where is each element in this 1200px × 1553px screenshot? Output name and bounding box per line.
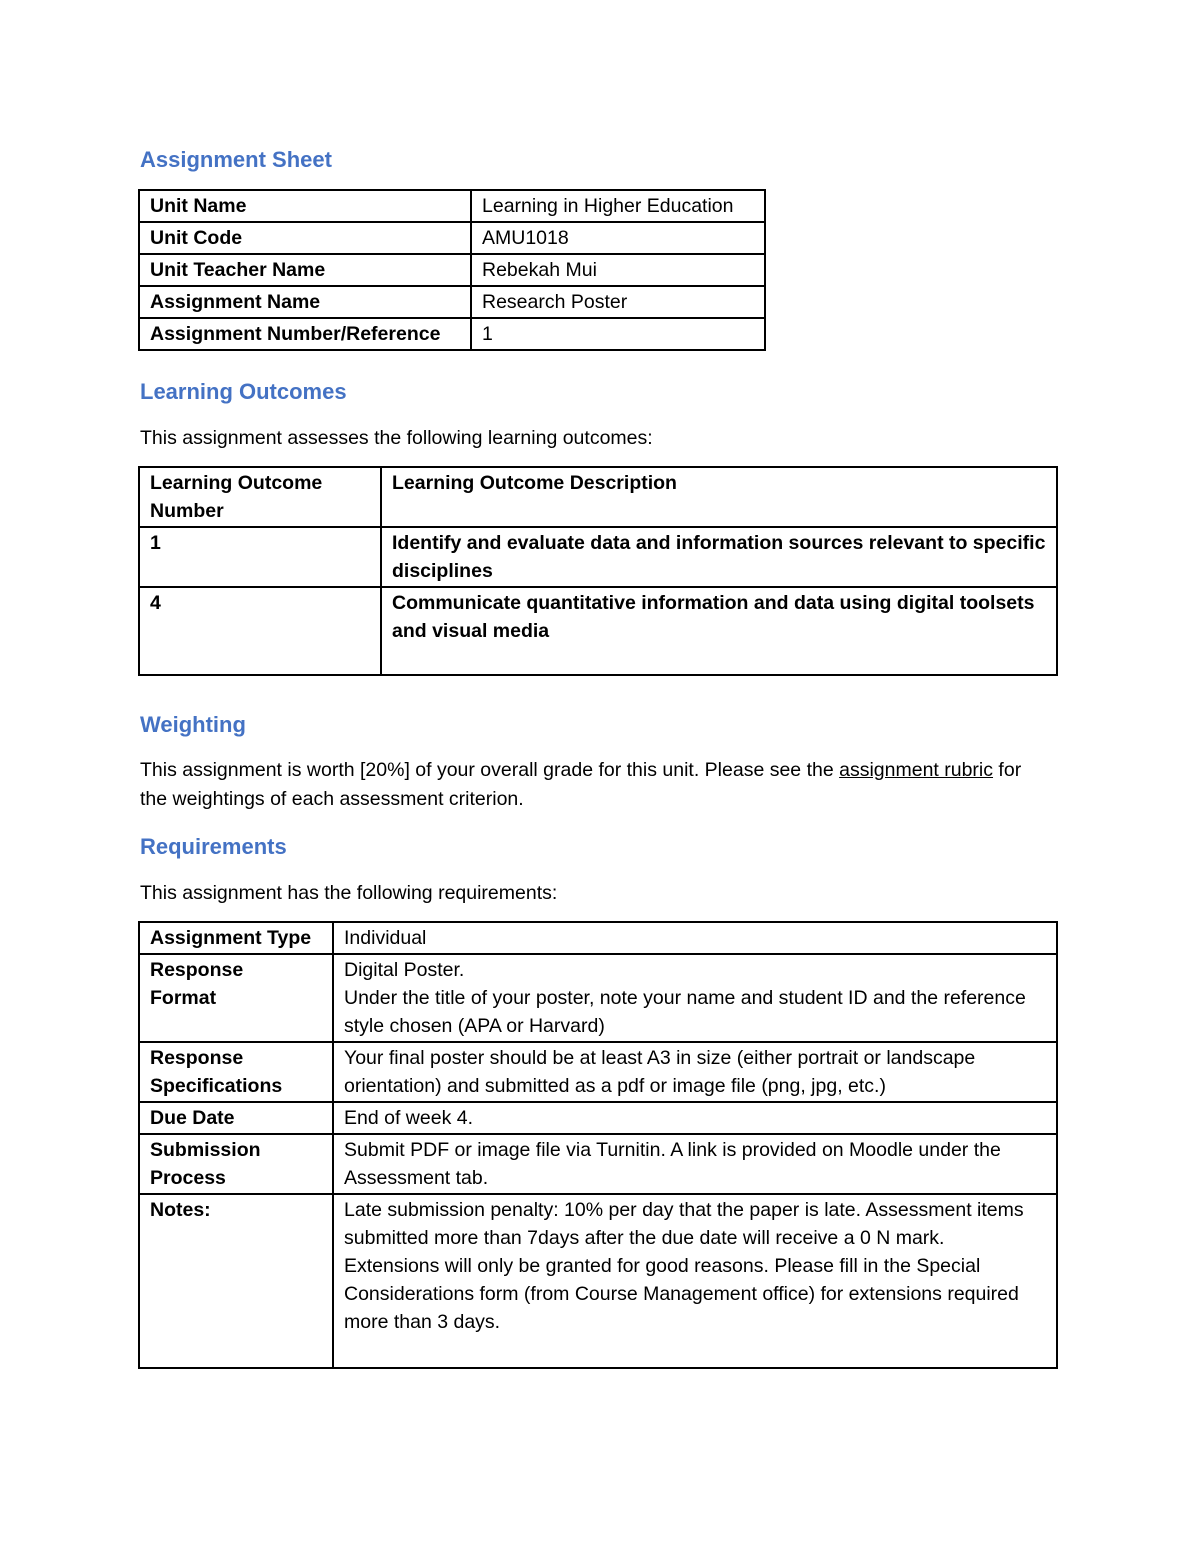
outcome-description: Identify and evaluate data and information sources relevant to specific disciplines — [381, 527, 1057, 587]
table-row — [139, 1042, 1057, 1102]
requirements-table — [138, 921, 1058, 1369]
notes-value — [333, 1194, 1057, 1368]
assignment-type-label: Assignment Type — [139, 922, 333, 954]
unit-name-value: Learning in Higher Education — [471, 190, 765, 222]
notes-label: Notes: — [139, 1194, 333, 1368]
unit-code-value: AMU1018 — [471, 222, 765, 254]
due-date-value: End of week 4. — [333, 1102, 1057, 1134]
learning-outcomes-heading: Learning Outcomes — [140, 379, 347, 404]
outcome-number: 4 — [139, 587, 381, 675]
assignment-sheet-heading: Assignment Sheet — [140, 147, 332, 172]
weighting-text-before: This assignment is worth [20%] of your overall grade for this unit. Please see the — [140, 759, 840, 781]
table-row — [139, 190, 765, 222]
learning-outcomes-intro: This assignment assesses the following learning outcomes: — [140, 427, 653, 449]
learning-outcomes-table — [138, 466, 1058, 676]
assignment-info-table — [138, 189, 766, 351]
weighting-heading: Weighting — [140, 712, 246, 737]
table-row — [139, 1102, 1057, 1134]
submission-process-label: Submission Process — [139, 1134, 333, 1194]
table-row — [139, 467, 1057, 527]
assignment-name-label: Assignment Name — [139, 286, 471, 318]
notes-line: Late submission penalty: 10% per day that the paper is late. Assessment items submitted more than 7days after the due date will receive a 0 N mark. — [344, 1199, 1024, 1249]
table-row — [139, 254, 765, 286]
table-row — [139, 222, 765, 254]
response-specifications-value: Your final poster should be at least A3 in size (either portrait or landscape orientation) and submitted as a pdf or image file (png, jpg, etc.) — [333, 1042, 1057, 1102]
unit-code-label: Unit Code — [139, 222, 471, 254]
table-row — [139, 587, 1057, 675]
table-row — [139, 922, 1057, 954]
unit-teacher-label: Unit Teacher Name — [139, 254, 471, 286]
notes-line: Extensions will only be granted for good reasons. Please fill in the Special Considerations form (from Course Management office) for extensions required more than 3 days. — [344, 1255, 1019, 1333]
unit-teacher-value: Rebekah Mui — [471, 254, 765, 286]
weighting-text-after: for the weightings of each assessment criterion. — [140, 759, 1022, 810]
outcome-description: Communicate quantitative information and data using digital toolsets and visual media — [381, 587, 1057, 675]
submission-process-value: Submit PDF or image file via Turnitin. A link is provided on Moodle under the Assessment tab. — [333, 1134, 1057, 1194]
weighting-text — [140, 756, 1040, 814]
outcome-number-header: Learning Outcome Number — [139, 467, 381, 527]
table-row — [139, 954, 1057, 1042]
assignment-number-label: Assignment Number/Reference — [139, 318, 471, 350]
response-format-label: Response Format — [139, 954, 333, 1042]
outcome-number: 1 — [139, 527, 381, 587]
response-specifications-label: Response Specifications — [139, 1042, 333, 1102]
response-format-line: Digital Poster. — [344, 959, 465, 981]
outcome-description-header: Learning Outcome Description — [381, 467, 1057, 527]
assignment-type-value: Individual — [333, 922, 1057, 954]
table-row — [139, 1194, 1057, 1368]
assignment-name-value: Research Poster — [471, 286, 765, 318]
table-row — [139, 318, 765, 350]
table-row — [139, 527, 1057, 587]
table-row — [139, 1134, 1057, 1194]
assignment-rubric-link[interactable]: assignment rubric — [839, 759, 994, 781]
requirements-heading: Requirements — [140, 834, 287, 859]
response-format-value — [333, 954, 1057, 1042]
table-row — [139, 286, 765, 318]
assignment-number-value: 1 — [471, 318, 765, 350]
requirements-intro: This assignment has the following requirements: — [140, 882, 558, 904]
response-format-line: Under the title of your poster, note your name and student ID and the reference style chosen (APA or Harvard) — [344, 987, 1026, 1037]
due-date-label: Due Date — [139, 1102, 333, 1134]
unit-name-label: Unit Name — [139, 190, 471, 222]
